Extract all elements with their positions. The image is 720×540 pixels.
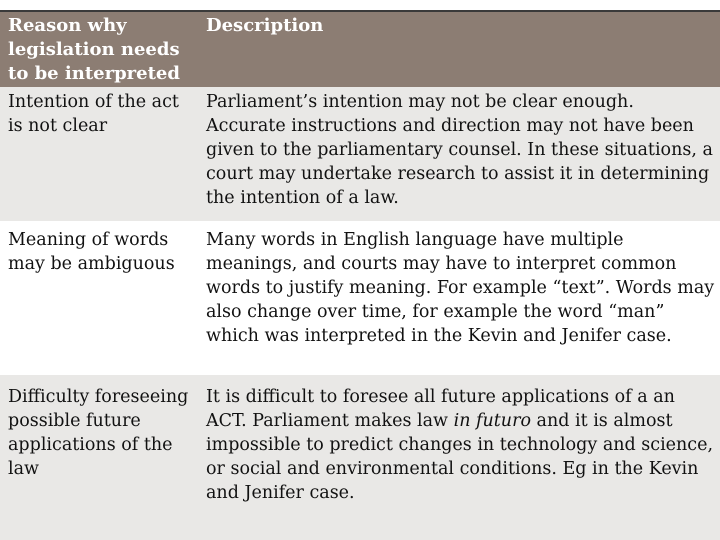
description-cell: Parliament’s intention may not be clear enough. Accurate instructions and direction may not have been given to the parliamentary counsel. In these situations, a court may undertake research to assist it in determining the intention of a law. <box>198 87 720 221</box>
description-cell: Many words in English language have multiple meanings, and courts may have to interpret common words to justify meaning. For example “text”. Words may also change over time, for example the word “man” which was interpreted in the Kevin and Jenifer case. <box>198 221 720 374</box>
description-text: and it is almost impossible to predict changes in technology and science, or social and environmental conditions. Eg in the Kevin and Jenifer case. <box>206 410 714 503</box>
interpretation-reasons-table <box>0 12 720 540</box>
reason-cell: Intention of the act is not clear <box>0 87 198 221</box>
table-row <box>0 87 720 221</box>
reason-cell: Difficulty foreseeing possible future applications of the law <box>0 374 198 540</box>
table-row <box>0 374 720 540</box>
header-description: Description <box>198 12 720 87</box>
table-row <box>0 221 720 374</box>
description-cell <box>198 374 720 540</box>
header-reason: Reason why legislation needs to be interpreted <box>0 12 198 87</box>
description-text: It is difficult to foresee all future applications of a an ACT. Parliament makes law <box>206 386 675 431</box>
reason-cell: Meaning of words may be ambiguous <box>0 221 198 374</box>
description-italic-text: in futuro <box>453 410 531 431</box>
table-header-row <box>0 12 720 87</box>
